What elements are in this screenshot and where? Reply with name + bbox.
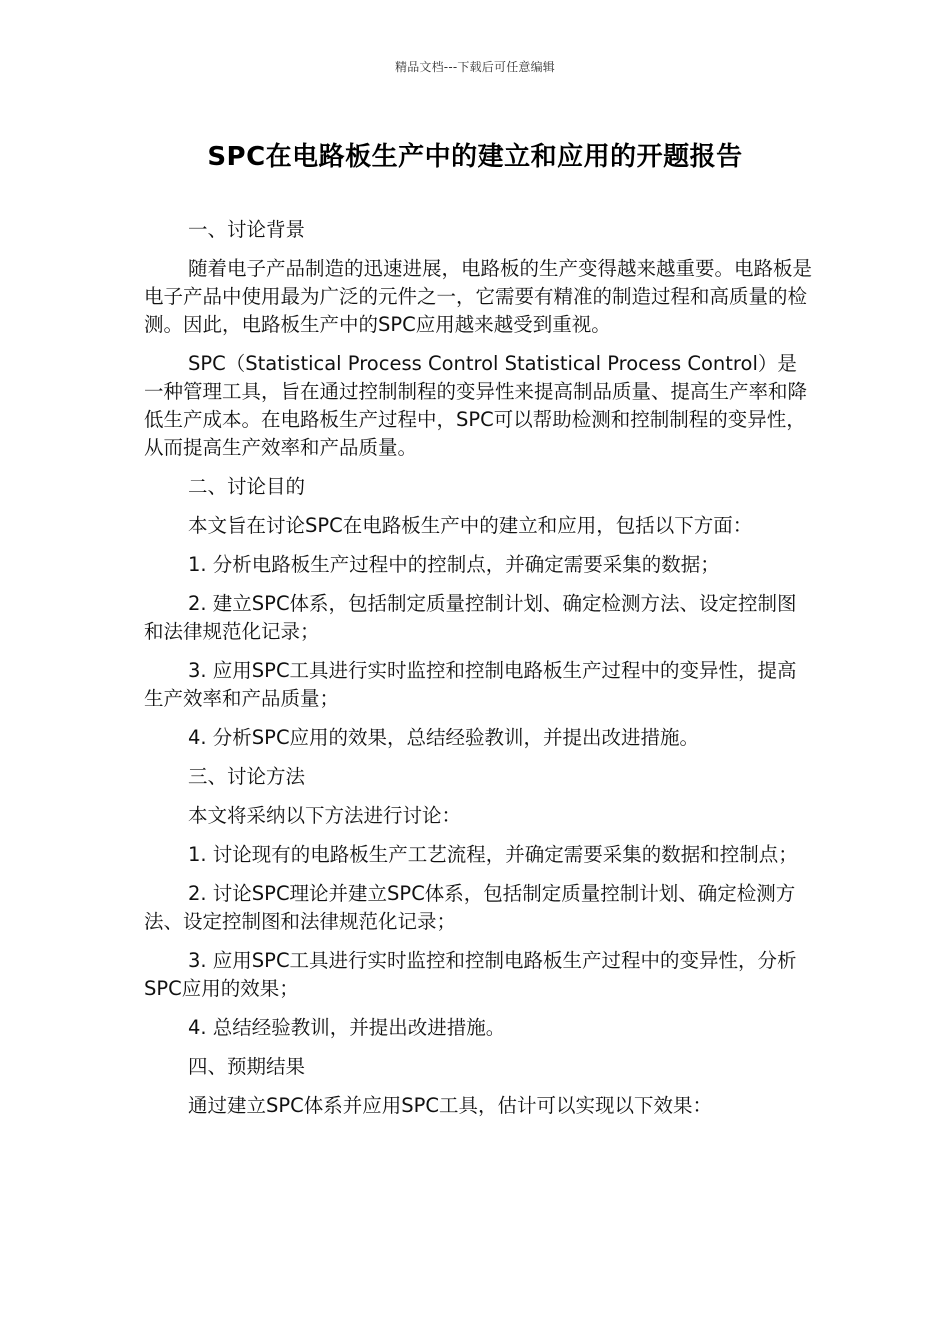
section-heading-purpose: 二、讨论目的	[188, 475, 306, 498]
list-item: 4. 分析SPC应用的效果，总结经验教训，并提出改进措施。	[188, 726, 700, 749]
paragraph: SPC（Statistical Process Control Statistical Process Control）是一种管理工具，旨在通过控制制程的变异性来提高制品质量、提高生产率和降低生产成本。在电路板生产过程中，SPC可以帮助检测和控制制程的变异性，从而提高生产效率和产品质量。	[144, 352, 808, 459]
paragraph: 随着电子产品制造的迅速进展，电路板的生产变得越来越重要。电路板是电子产品中使用最为广泛的元件之一，它需要有精准的制造过程和高质量的检测。因此，电路板生产中的SPC应用越来越受到重视。	[144, 257, 813, 336]
section-heading-method: 三、讨论方法	[188, 765, 306, 788]
list-item: 3. 应用SPC工具进行实时监控和控制电路板生产过程中的变异性，分析SPC应用的效果；	[144, 949, 797, 1000]
document-body	[144, 216, 812, 1131]
paragraph: 本文旨在讨论SPC在电路板生产中的建立和应用，包括以下方面：	[188, 514, 753, 537]
list-item: 2. 建立SPC体系，包括制定质量控制计划、确定检测方法、设定控制图和法律规范化记录；	[144, 592, 797, 643]
list-item: 1. 分析电路板生产过程中的控制点，并确定需要采集的数据；	[188, 553, 720, 576]
list-item: 1. 讨论现有的电路板生产工艺流程，并确定需要采集的数据和控制点；	[188, 843, 798, 866]
paragraph: 本文将采纳以下方法进行讨论：	[188, 804, 462, 827]
section-heading-expected-results: 四、预期结果	[188, 1055, 306, 1078]
list-item: 2. 讨论SPC理论并建立SPC体系，包括制定质量控制计划、确定检测方法、设定控制图和法律规范化记录；	[144, 882, 796, 933]
list-item: 3. 应用SPC工具进行实时监控和控制电路板生产过程中的变异性，提高生产效率和产品质量；	[144, 659, 797, 710]
paragraph: 通过建立SPC体系并应用SPC工具，估计可以实现以下效果：	[188, 1094, 713, 1117]
header-note: 精品文档---下载后可任意编辑	[395, 60, 555, 74]
list-item: 4. 总结经验教训，并提出改进措施。	[188, 1016, 506, 1039]
section-heading-background: 一、讨论背景	[188, 218, 306, 241]
document-title: SPC在电路板生产中的建立和应用的开题报告	[207, 142, 743, 172]
